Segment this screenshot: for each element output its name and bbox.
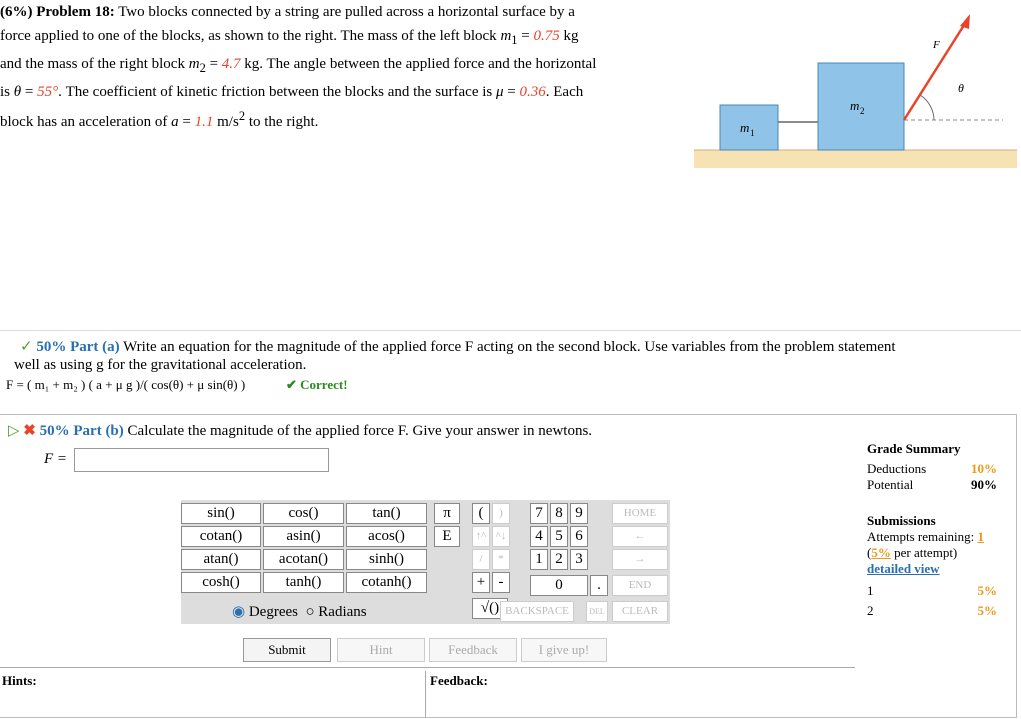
given-theta: 55° (37, 84, 59, 100)
degrees-radio[interactable]: ◉ (232, 604, 246, 620)
key-dot[interactable]: . (590, 575, 608, 596)
key-up[interactable]: ↑^ (472, 526, 490, 547)
key-right[interactable]: → (612, 549, 668, 570)
key-func[interactable]: tan() (346, 503, 427, 524)
part-a-answer: F = ( m₁ + m₂ ) ( a + μ g )/( cos(θ) + μ sin(θ) ) (6, 377, 246, 392)
hints-label: Hints: (2, 673, 37, 688)
key-digit[interactable]: 0 (530, 575, 588, 596)
part-a: ✓ 50% Part (a) Write an equation for the magnitude of the applied force F acting on the second block. Use variables from the problem statement well as using g for the gravitational acceleration. F = ( m₁ + m₂ ) ( a + μ g )/( cos(θ) + μ sin(θ) ) ✔ Correct! (0, 330, 1021, 411)
key-digit[interactable]: 4 (530, 526, 548, 547)
given-a: 1.1 (194, 114, 214, 130)
angle-mode: ◉ Degrees ○ Radians (232, 604, 367, 620)
detailed-view-link[interactable]: detailed view (867, 561, 940, 576)
problem-figure (690, 0, 1021, 170)
submit-button[interactable]: Submit (243, 638, 331, 662)
key-func[interactable]: cosh() (181, 572, 261, 593)
key-end[interactable]: END (612, 575, 668, 596)
submission-row: 2 5% (867, 603, 997, 618)
key-func[interactable]: tanh() (263, 572, 344, 593)
key-digit[interactable]: 7 (530, 503, 548, 524)
feedback-button[interactable]: Feedback (429, 638, 517, 662)
key-digit[interactable]: 3 (570, 549, 588, 570)
key-func[interactable]: atan() (181, 549, 261, 570)
give-up-button[interactable]: I give up! (521, 638, 607, 662)
svg-text:m: m (850, 98, 860, 113)
submissions: Submissions Attempts remaining: 1 (5% per attempt) detailed view 1 5% 2 5% (867, 513, 997, 618)
key-minus[interactable]: - (492, 572, 510, 593)
key-left[interactable]: ← (612, 526, 668, 547)
key-digit[interactable]: 1 (530, 549, 548, 570)
key-down[interactable]: ^↓ (492, 526, 510, 547)
answer-input[interactable] (74, 448, 329, 472)
given-m2: 4.7 (221, 56, 241, 72)
key-rparen[interactable]: ) (492, 503, 510, 524)
check-icon: ✓ (20, 339, 33, 355)
key-func[interactable]: acotan() (263, 549, 344, 570)
submission-row: 1 5% (867, 583, 997, 598)
part-b-label: 50% Part (b) (39, 423, 124, 439)
key-func[interactable]: cotanh() (346, 572, 427, 593)
key-digit[interactable]: 6 (570, 526, 588, 547)
key-del[interactable]: DEL (586, 601, 608, 622)
key-slash[interactable]: / (472, 549, 490, 570)
key-func[interactable]: cos() (263, 503, 344, 524)
key-digit[interactable]: 9 (570, 503, 588, 524)
key-pi[interactable]: π (434, 503, 460, 524)
key-sqrt[interactable]: √() (472, 598, 508, 619)
key-func[interactable]: cotan() (181, 526, 261, 547)
svg-text:m: m (740, 120, 750, 135)
surface (694, 150, 1017, 168)
key-func[interactable]: sinh() (346, 549, 427, 570)
key-star[interactable]: * (492, 549, 510, 570)
key-lparen[interactable]: ( (472, 503, 490, 524)
part-b: ▷ ✖ 50% Part (b) Calculate the magnitude of the applied force F. Give your answer in newtons. F = sin() cos() tan() cotan() asin() acos() atan() acotan() sinh() cosh() tanh() cotanh() ◉ Degrees ○ Radians π ( ) E ↑^ ^↓ / * + - √() 7 8 9 4 5 6 1 2 3 0 . HOME ← → END BACKSPACE DEL CLEAR Submit Hint Feedback I give up! Grade Summary Deductions 10% Potential 90% Submissions Attempts remaining: 1 (5% per attempt) detailed view 1 5% 2 5% Hints: Feedback: (0, 414, 1017, 718)
problem-statement: (6%) Problem 18: Two blocks connected by a string are pulled across a horizontal surface by a force applied to one of the blocks, as shown to the right. The mass of the left block $m_1 = 0.75$ kg and the mass of the right block $m_2 = 4.7$ kg. The angle between the applied force and the horizontal is θ = 55°. The coefficient of kinetic friction between the blocks and the surface is μ = 0.36. Each block has an acceleration of a = 1.1 $m/s^2$ to the right. (0, 4, 597, 130)
key-backspace[interactable]: BACKSPACE (500, 601, 574, 622)
correct-status: ✔ Correct! (286, 377, 348, 392)
key-func[interactable]: asin() (263, 526, 344, 547)
key-home[interactable]: HOME (612, 503, 668, 524)
feedback-label: Feedback: (430, 673, 488, 688)
radians-radio[interactable]: ○ (305, 604, 315, 620)
incorrect-icon: ✖ (23, 423, 36, 439)
part-a-label: 50% Part (a) (36, 339, 120, 355)
svg-text:θ: θ (958, 81, 964, 95)
problem-header: (6%) Problem 18: (0, 4, 115, 20)
given-m1: 0.75 (533, 28, 560, 44)
svg-text:F: F (933, 39, 940, 51)
play-icon: ▷ (8, 423, 20, 439)
key-digit[interactable]: 5 (550, 526, 568, 547)
given-mu: 0.36 (519, 84, 546, 100)
key-func[interactable]: sin() (181, 503, 261, 524)
hint-button[interactable]: Hint (337, 638, 425, 662)
svg-text:1: 1 (750, 128, 755, 138)
key-digit[interactable]: 2 (550, 549, 568, 570)
key-clear[interactable]: CLEAR (612, 601, 668, 622)
key-func[interactable]: acos() (346, 526, 427, 547)
key-plus[interactable]: + (472, 572, 490, 593)
key-digit[interactable]: 8 (550, 503, 568, 524)
force-arrow (904, 22, 966, 120)
svg-text:2: 2 (860, 106, 865, 116)
key-e[interactable]: E (434, 526, 460, 547)
grade-summary: Grade Summary Deductions 10% Potential 90% (867, 441, 997, 492)
